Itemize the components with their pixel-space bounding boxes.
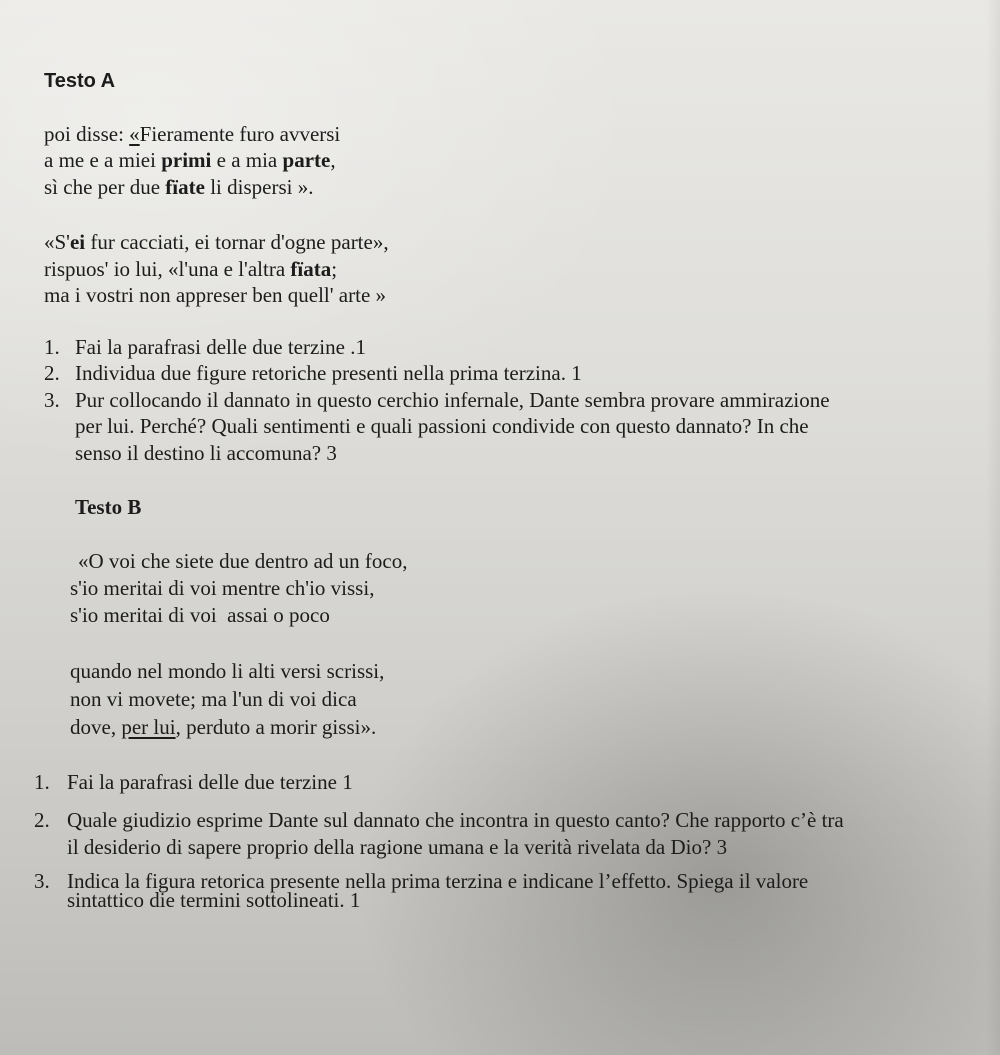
verse-text: , perduto a morir gissi». (175, 715, 377, 739)
verse-text: ; (331, 257, 338, 281)
testo-b-question-1-number: 1. (34, 770, 50, 794)
testo-a-question-2: Individua due figure retoriche presenti nella prima terzina. 1 (75, 361, 582, 385)
testo-b-verse-2 (70, 575, 374, 601)
verse-text: s'io meritai di voi mentre ch'io vissi, (70, 576, 375, 600)
testo-a-verse-2 (44, 147, 336, 173)
verse-text: poi disse: (44, 122, 130, 146)
verse-bold: fïate (165, 175, 205, 199)
verse-text: «O voi che siete due dentro ad un foco, (78, 549, 408, 573)
paper-edge-shadow (986, 0, 1000, 1055)
testo-b-verse-1 (78, 548, 407, 574)
verse-text: ma i vostri non appreser ben quell' arte » (44, 283, 387, 307)
testo-b-question-3-line-1: Indica la figura retorica presente nella prima terzina e indicane l’effetto. Spiega il valore (67, 869, 809, 893)
verse-bold: fïata (290, 257, 332, 281)
testo-a-heading: Testo A (44, 70, 116, 92)
testo-a-question-3-number: 3. (44, 388, 60, 412)
testo-a-question-3-line-1: Pur collocando il dannato in questo cerchio infernale, Dante sembra provare ammirazione (75, 388, 830, 412)
verse-text: dove, (70, 715, 122, 739)
verse-text: fur cacciati, ei tornar d'ogne parte», (85, 230, 389, 254)
verse-bold: parte (282, 148, 331, 172)
testo-a-verse-4 (44, 229, 389, 255)
testo-a-verse-5 (44, 256, 337, 282)
testo-a-question-3-line-3: senso il destino li accomuna? 3 (75, 441, 337, 465)
testo-a-verse-1 (44, 121, 340, 147)
testo-a-verse-6 (44, 282, 386, 308)
verse-text: s'io meritai di voi assai o poco (70, 603, 330, 627)
testo-b-verse-5 (70, 686, 357, 712)
testo-b-question-2-line-2: il desiderio di sapere proprio della ragione umana e la verità rivelata da Dio? 3 (67, 835, 728, 859)
testo-a-question-3-line-2: per lui. Perché? Quali sentimenti e quali passioni condivide con questo dannato? In che (75, 414, 809, 438)
testo-a-question-1-number: 1. (44, 335, 60, 359)
verse-text: , (330, 148, 336, 172)
verse-bold: primi (161, 148, 212, 172)
verse-text: Fieramente furo avversi (139, 122, 341, 146)
testo-b-verse-4 (70, 658, 384, 684)
verse-text: li dispersi ». (204, 175, 314, 199)
verse-text: a me e a miei (44, 148, 162, 172)
testo-b-question-2-line-1: Quale giudizio esprime Dante sul dannato che incontra in questo canto? Che rapporto c’è tra (67, 808, 844, 832)
verse-text: e a mia (211, 148, 283, 172)
verse-text: sì che per due (44, 175, 166, 199)
verse-text: non vi movete; ma l'un di voi dica (70, 687, 357, 711)
testo-a-question-2-number: 2. (44, 361, 60, 385)
testo-b-question-3-line-2: sintattico die termini sottolineati. 1 (67, 888, 361, 912)
verse-underlined: « (129, 122, 140, 146)
testo-a-question-1: Fai la parafrasi delle due terzine .1 (75, 335, 366, 359)
verse-text: quando nel mondo li alti versi scrissi, (70, 659, 385, 683)
testo-b-question-1: Fai la parafrasi delle due terzine 1 (67, 770, 353, 794)
testo-b-question-3-number: 3. (34, 869, 50, 893)
testo-b-question-2-number: 2. (34, 808, 50, 832)
verse-text: «S' (44, 230, 70, 254)
testo-b-verse-3 (70, 602, 330, 628)
testo-b-verse-6 (70, 714, 376, 740)
verse-bold: ei (69, 230, 86, 254)
verse-text: rispuos' io lui, «l'una e l'altra (44, 257, 291, 281)
testo-a-verse-3 (44, 174, 313, 200)
testo-b-heading: Testo B (75, 495, 142, 519)
verse-underlined: per lui (121, 715, 176, 739)
